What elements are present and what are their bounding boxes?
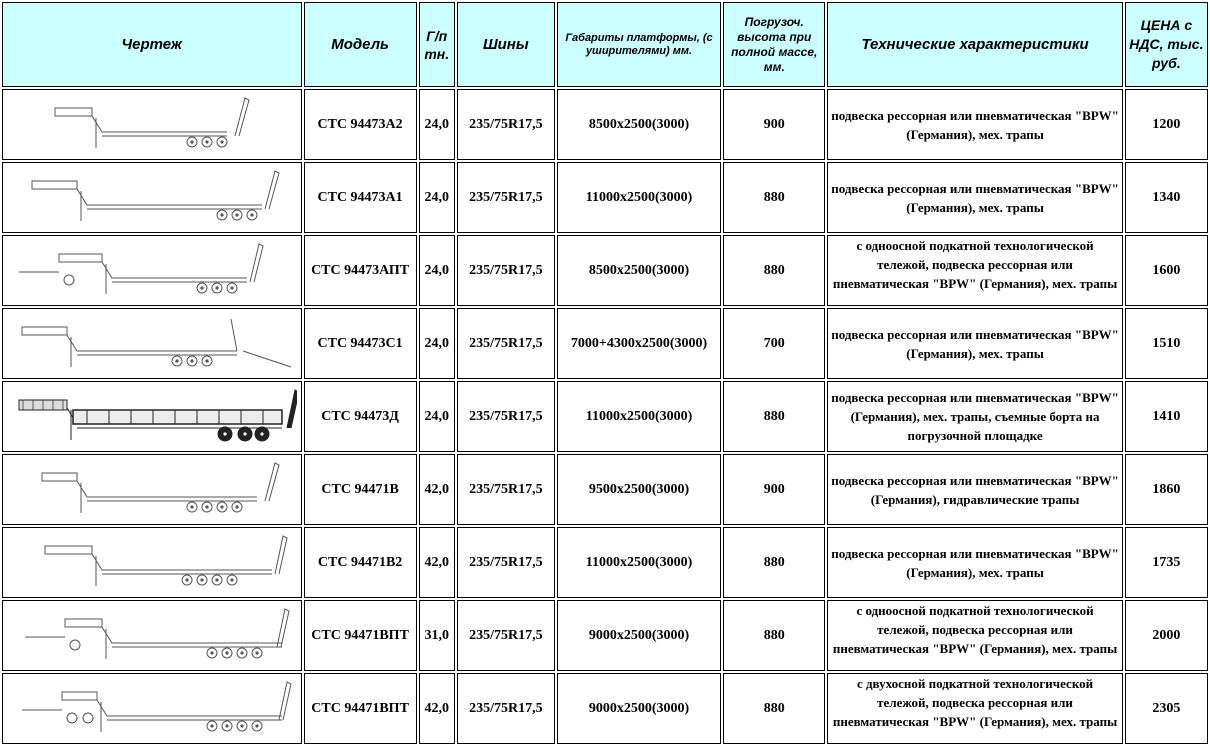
cell-tires: 235/75R17,5 (457, 308, 555, 379)
cell-platform: 9000х2500(3000) (557, 673, 721, 744)
drawing-cell (2, 235, 302, 306)
cell-height: 700 (723, 308, 825, 379)
header-model: Модель (304, 2, 417, 87)
cell-price: 1340 (1125, 162, 1208, 233)
cell-specs: с одноосной подкатной технологической тележой, подвеска рессорная или пневматическая "BPW" (Германия), мех. трапы (827, 235, 1122, 306)
trailer-dolly-icon (7, 238, 297, 304)
table-row (2, 527, 1208, 598)
table-row (2, 162, 1208, 233)
cell-price: 1735 (1125, 527, 1208, 598)
header-height: Погрузоч. высота при полной массе, мм. (723, 2, 825, 87)
header-tires: Шины (457, 2, 555, 87)
header-price: ЦЕНА с НДС, тыс. руб. (1125, 2, 1208, 87)
cell-tires: 235/75R17,5 (457, 162, 555, 233)
cell-capacity: 24,0 (419, 308, 455, 379)
cell-price: 1510 (1125, 308, 1208, 379)
cell-specs: подвеска рессорная или пневматическая "BPW" (Германия), мех. трапы (827, 527, 1122, 598)
drawing-cell (2, 162, 302, 233)
drawing-cell (2, 673, 302, 744)
cell-specs: с одноосной подкатной технологической тележой, подвеска рессорная или пневматическая "BPW" (Германия), мех. трапы (827, 600, 1122, 671)
cell-platform: 9000х2500(3000) (557, 600, 721, 671)
cell-model: СТС 94473АПТ (304, 235, 417, 306)
cell-platform: 7000+4300х2500(3000) (557, 308, 721, 379)
cell-model: СТС 94471ВПТ (304, 673, 417, 744)
cell-price: 1410 (1125, 381, 1208, 452)
cell-specs: подвеска рессорная или пневматическая "BPW" (Германия), мех. трапы (827, 89, 1122, 160)
cell-platform: 8500х2500(3000) (557, 89, 721, 160)
cell-price: 1860 (1125, 454, 1208, 525)
cell-tires: 235/75R17,5 (457, 454, 555, 525)
cell-height: 880 (723, 162, 825, 233)
table-row (2, 673, 1208, 744)
cell-tires: 235/75R17,5 (457, 673, 555, 744)
cell-capacity: 24,0 (419, 235, 455, 306)
cell-model: СТС 94471В2 (304, 527, 417, 598)
trailer-sideboards-icon (7, 384, 297, 450)
drawing-cell (2, 381, 302, 452)
cell-model: СТС 94471В (304, 454, 417, 525)
trailer-4axle-hydraulic-icon (7, 457, 297, 523)
cell-capacity: 42,0 (419, 673, 455, 744)
cell-price: 1600 (1125, 235, 1208, 306)
cell-height: 880 (723, 527, 825, 598)
cell-model: СТС 94473С1 (304, 308, 417, 379)
cell-tires: 235/75R17,5 (457, 381, 555, 452)
cell-price: 2305 (1125, 673, 1208, 744)
cell-capacity: 42,0 (419, 454, 455, 525)
trailer-3axle-long-icon (7, 165, 297, 231)
cell-specs: подвеска рессорная или пневматическая "BPW" (Германия), мех. трапы (827, 162, 1122, 233)
cell-height: 900 (723, 454, 825, 525)
cell-model: СТС 94473Д (304, 381, 417, 452)
trailer-4axle-dolly-icon (7, 603, 297, 669)
trailer-3axle-icon (7, 92, 297, 158)
cell-height: 880 (723, 600, 825, 671)
cell-specs: с двухосной подкатной технологической тележой, подвеска рессорная или пневматическая "BPW" (Германия), мех. трапы (827, 673, 1122, 744)
cell-model: СТС 94471ВПТ (304, 600, 417, 671)
header-drawing: Чертеж (2, 2, 302, 87)
cell-platform: 11000х2500(3000) (557, 381, 721, 452)
drawing-cell (2, 600, 302, 671)
cell-model: СТС 94473А2 (304, 89, 417, 160)
table-row (2, 381, 1208, 452)
cell-height: 880 (723, 381, 825, 452)
cell-platform: 9500х2500(3000) (557, 454, 721, 525)
cell-tires: 235/75R17,5 (457, 600, 555, 671)
cell-capacity: 24,0 (419, 381, 455, 452)
cell-capacity: 31,0 (419, 600, 455, 671)
cell-height: 900 (723, 89, 825, 160)
table-row (2, 600, 1208, 671)
table-row (2, 308, 1208, 379)
cell-capacity: 24,0 (419, 162, 455, 233)
cell-platform: 11000х2500(3000) (557, 162, 721, 233)
trailer-4axle-icon (7, 530, 297, 596)
header-specs: Технические характеристики (827, 2, 1122, 87)
cell-specs: подвеска рессорная или пневматическая "BPW" (Германия), гидравлические трапы (827, 454, 1122, 525)
cell-platform: 8500х2500(3000) (557, 235, 721, 306)
cell-tires: 235/75R17,5 (457, 527, 555, 598)
cell-price: 1200 (1125, 89, 1208, 160)
drawing-cell (2, 454, 302, 525)
cell-platform: 11000х2500(3000) (557, 527, 721, 598)
cell-model: СТС 94473А1 (304, 162, 417, 233)
trailer-stepdeck-icon (7, 311, 297, 377)
header-row (2, 2, 1208, 87)
cell-capacity: 42,0 (419, 527, 455, 598)
trailer-4axle-2dolly-icon (7, 676, 297, 742)
drawing-cell (2, 89, 302, 160)
cell-tires: 235/75R17,5 (457, 89, 555, 160)
header-platform: Габариты платформы, (с уширителями) мм. (557, 2, 721, 87)
cell-specs: подвеска рессорная или пневматическая "BPW" (Германия), мех. трапы, съемные борта на погрузочной площадке (827, 381, 1122, 452)
cell-height: 880 (723, 673, 825, 744)
table-row (2, 89, 1208, 160)
table-row (2, 235, 1208, 306)
cell-price: 2000 (1125, 600, 1208, 671)
header-capacity: Г/п тн. (419, 2, 455, 87)
cell-capacity: 24,0 (419, 89, 455, 160)
drawing-cell (2, 527, 302, 598)
drawing-cell (2, 308, 302, 379)
table-row (2, 454, 1208, 525)
cell-tires: 235/75R17,5 (457, 235, 555, 306)
cell-specs: подвеска рессорная или пневматическая "BPW" (Германия), мех. трапы (827, 308, 1122, 379)
cell-height: 880 (723, 235, 825, 306)
